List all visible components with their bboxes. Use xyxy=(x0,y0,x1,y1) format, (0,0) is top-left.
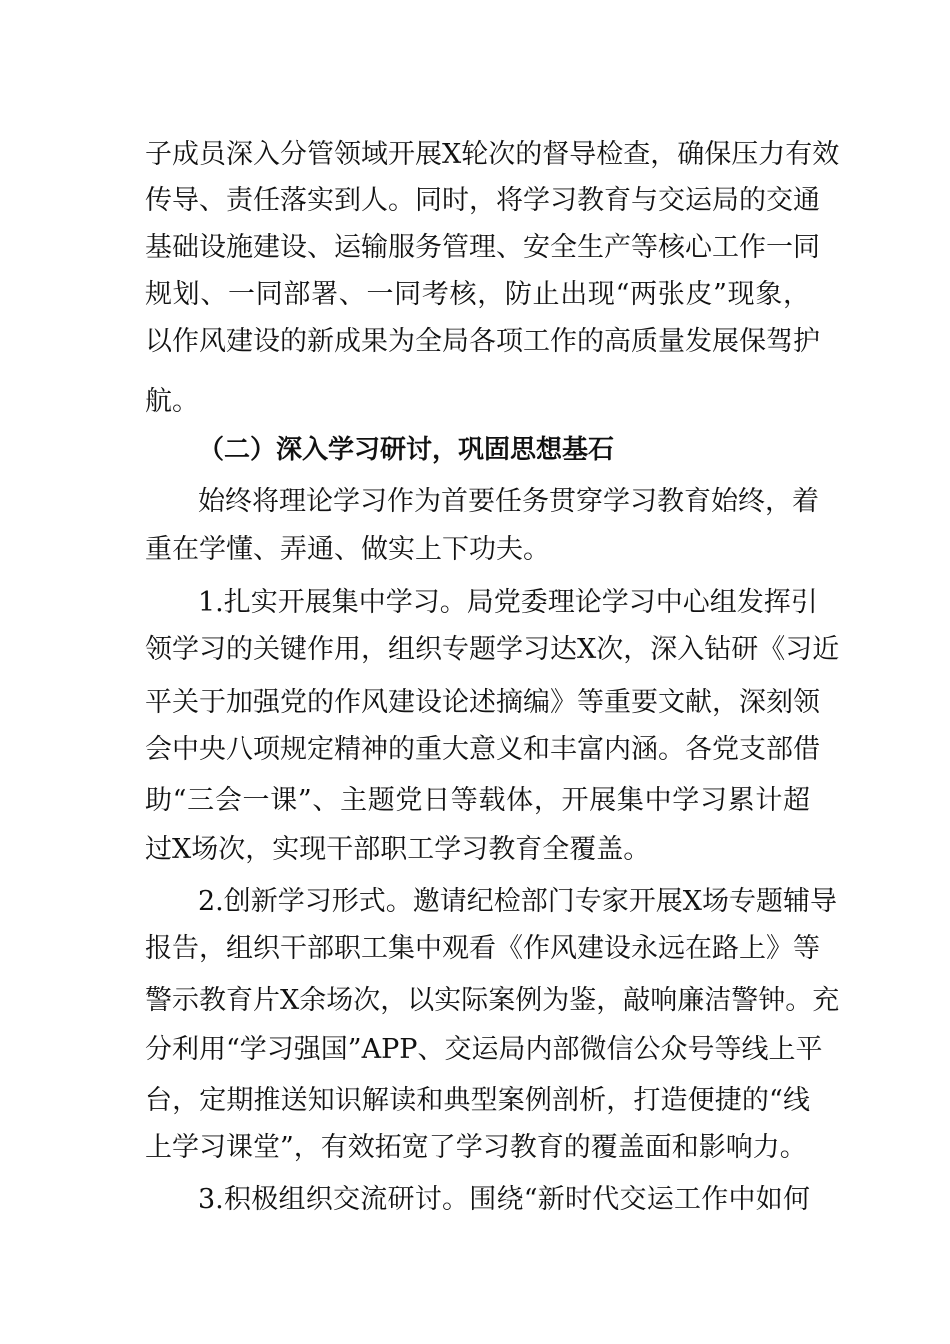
body-text-line: 子成员深入分管领域开展X轮次的督导检查，确保压力有效 xyxy=(145,139,840,170)
body-text-line: 基础设施建设、运输服务管理、安全生产等核心工作一同 xyxy=(145,232,820,263)
body-text-line: 1.扎实开展集中学习。局党委理论学习中心组发挥引 xyxy=(198,587,818,618)
body-text-line: 警示教育片X余场次，以实际案例为鉴，敲响廉洁警钟。充 xyxy=(145,985,840,1016)
body-text-line: 报告，组织干部职工集中观看《作风建设永远在路上》等 xyxy=(145,933,820,964)
body-text-line: 3.积极组织交流研讨。围绕“新时代交运工作中如何 xyxy=(198,1184,810,1215)
body-text-line: 2.创新学习形式。邀请纪检部门专家开展X场专题辅导 xyxy=(198,886,837,917)
body-text-line: 助“三会一课”、主题党日等载体，开展集中学习累计超 xyxy=(145,785,810,816)
body-text-line: 以作风建设的新成果为全局各项工作的高质量发展保驾护 xyxy=(145,326,820,357)
body-text-line: 始终将理论学习作为首要任务贯穿学习教育始终，着 xyxy=(198,486,819,517)
body-text-line: 会中央八项规定精神的重大意义和丰富内涵。各党支部借 xyxy=(145,734,820,765)
body-text-line: 重在学懂、弄通、做实上下功夫。 xyxy=(145,534,550,565)
body-text-line: 平关于加强党的作风建设论述摘编》等重要文献，深刻领 xyxy=(145,687,820,718)
body-text-line: 规划、一同部署、一同考核，防止出现“两张皮”现象， xyxy=(145,279,810,310)
body-text-line: 航。 xyxy=(145,386,199,417)
body-text-line: 分利用“学习强国”APP、交运局内部微信公众号等线上平 xyxy=(145,1034,823,1065)
section-heading: （二）深入学习研讨，巩固思想基石 xyxy=(198,435,615,465)
body-text-line: 过X场次，实现干部职工学习教育全覆盖。 xyxy=(145,834,651,865)
body-text-line: 传导、责任落实到人。同时，将学习教育与交运局的交通 xyxy=(145,185,820,216)
body-text-line: 上学习课堂”，有效拓宽了学习教育的覆盖面和影响力。 xyxy=(145,1132,807,1163)
body-text-line: 领学习的关键作用，组织专题学习达X次，深入钻研《习近 xyxy=(145,634,840,665)
body-text-line: 台，定期推送知识解读和典型案例剖析，打造便捷的“线 xyxy=(145,1085,810,1116)
